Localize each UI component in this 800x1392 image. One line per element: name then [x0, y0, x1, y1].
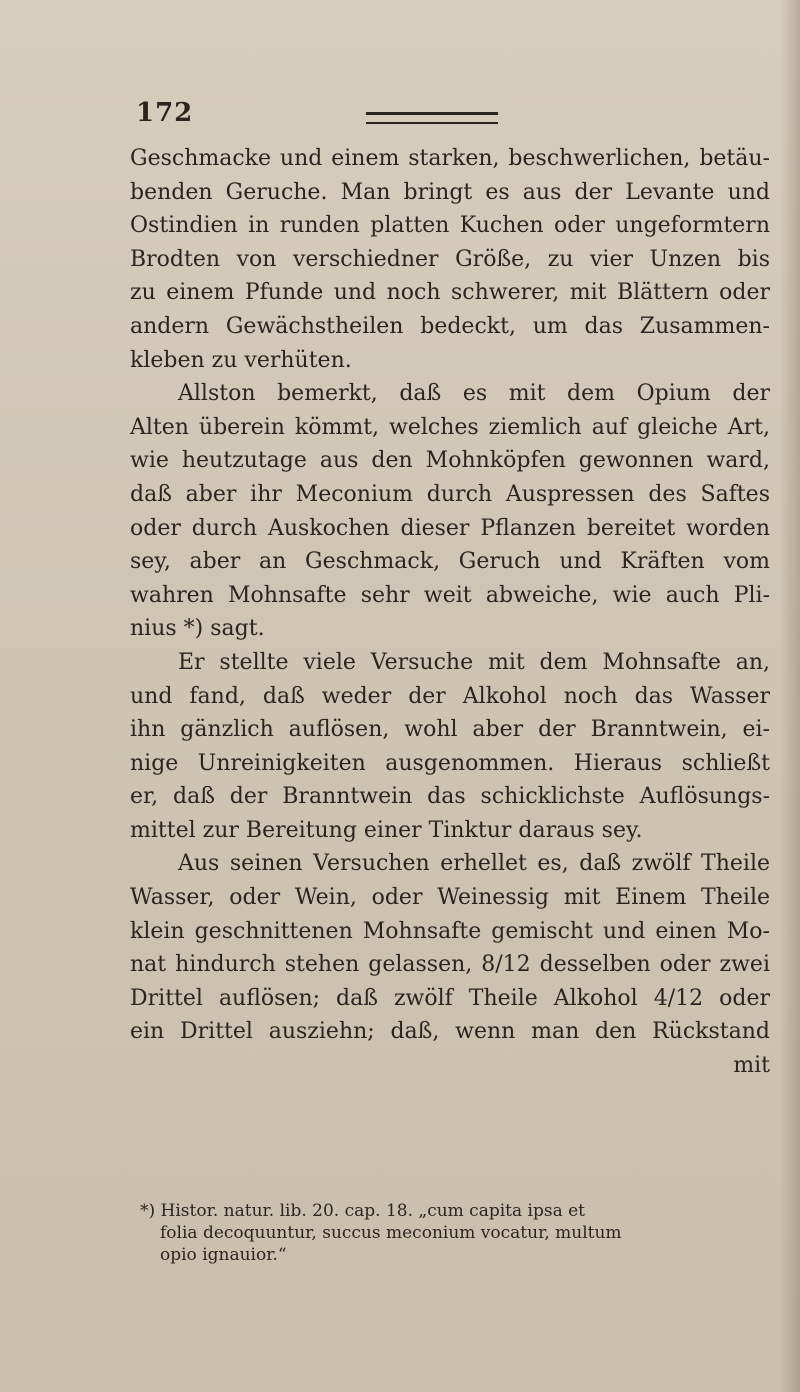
text-line: Brodten von verschiedner Größe, zu vier Unzen bis: [130, 246, 770, 272]
text-line: Allston bemerkt, daß es mit dem Opium der: [178, 381, 770, 407]
text-line: Alten überein kömmt, welches ziemlich auf gleiche Art,: [130, 414, 770, 440]
text-line: Geschmacke und einem starken, beschwerlichen, betäu-: [130, 146, 770, 171]
page-number: 172: [136, 98, 194, 128]
text-line: kleben zu verhüten.: [130, 347, 352, 373]
footnote-line: [140, 1200, 760, 1222]
paragraph-4: [130, 847, 770, 1082]
text-line: daß aber ihr Meconium durch Auspressen des Saftes: [130, 481, 770, 507]
text-line: Aus seinen Versuchen erhellet es, daß zwölf Theile: [178, 851, 770, 877]
paragraph-1: [130, 142, 770, 377]
footnote-line: folia decoquuntur, succus meconium vocatur, multum: [160, 1223, 622, 1243]
text-line: ihn gänzlich auflösen, wohl aber der Branntwein, ei-: [130, 717, 770, 743]
text-line: sey, aber an Geschmack, Geruch und Kräften vom: [130, 549, 770, 575]
text-line: benden Geruche. Man bringt es aus der Levante und: [130, 179, 770, 205]
text-line: zu einem Pfunde und noch schwerer, mit Blättern oder: [130, 280, 770, 306]
paragraph-3: [130, 646, 770, 848]
text-line: ein Drittel ausziehn; daß, wenn man den Rückstand: [130, 1019, 770, 1045]
text-line: wahren Mohnsafte sehr weit abweiche, wie auch Pli-: [130, 582, 770, 608]
footnote: [140, 1200, 760, 1266]
text-line: Drittel auflösen; daß zwölf Theile Alkohol 4/12 oder: [130, 985, 770, 1011]
text-line: nat hindurch stehen gelassen, 8/12 desselben oder zwei: [130, 952, 770, 978]
text-line: Ostindien in runden platten Kuchen oder ungeformtern: [130, 213, 770, 239]
text-line: wie heutzutage aus den Mohnköpfen gewonnen ward,: [130, 448, 770, 474]
header-rule: [366, 112, 498, 124]
catchword: mit: [733, 1053, 770, 1079]
text-line: oder durch Auskochen dieser Pflanzen bereitet worden: [130, 515, 770, 541]
page-header: [128, 98, 768, 128]
footnote-text: Histor. natur. lib. 20. cap. 18. „cum capita ipsa et: [160, 1201, 586, 1221]
text-line: Er stellte viele Versuche mit dem Mohnsafte an,: [178, 649, 770, 675]
footnote-mark: *): [140, 1201, 156, 1221]
text-line: Wasser, oder Wein, oder Weinessig mit Einem Theile: [130, 885, 770, 911]
main-text: [130, 142, 770, 1083]
footnote-line: opio ignauior.“: [160, 1245, 287, 1265]
text-line: nige Unreinigkeiten ausgenommen. Hieraus schließt: [130, 750, 770, 776]
page-edge-shadow: [780, 0, 800, 1392]
paragraph-2: [130, 377, 770, 646]
text-line: nius *) sagt.: [130, 616, 265, 642]
text-line: mittel zur Bereitung einer Tinktur daraus sey.: [130, 817, 643, 843]
text-line: und fand, daß weder der Alkohol noch das Wasser: [130, 683, 770, 709]
text-line: andern Gewächstheilen bedeckt, um das Zusammen-: [130, 313, 770, 339]
text-line: er, daß der Branntwein das schicklichste Auflösungs-: [130, 784, 770, 810]
text-line: klein geschnittenen Mohnsafte gemischt und einen Mo-: [130, 918, 770, 944]
